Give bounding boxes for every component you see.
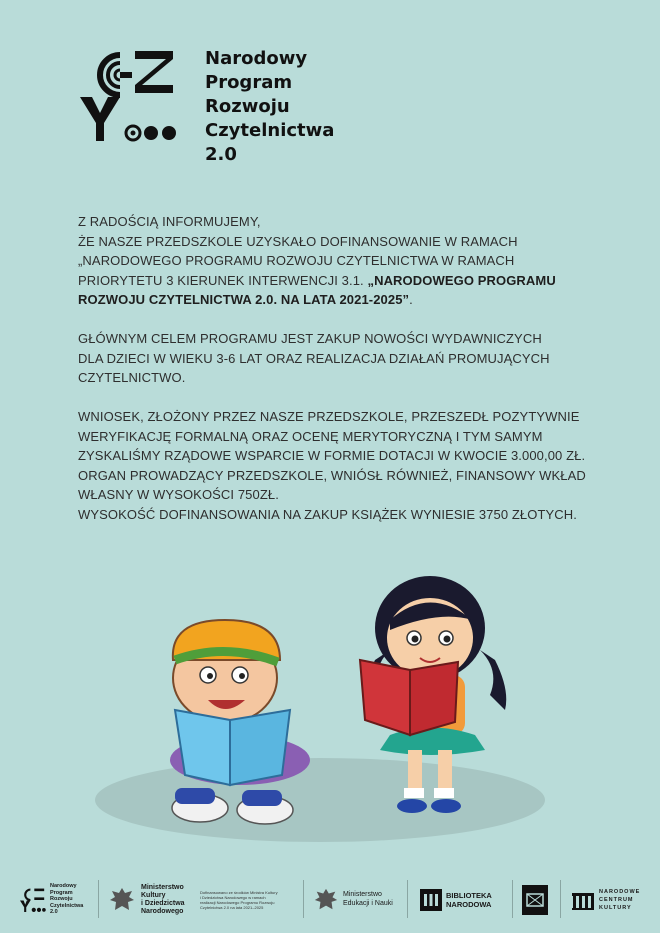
program-logo (80, 45, 380, 175)
footer-divider (98, 880, 99, 918)
footer-text-line: Czytelnictwa (50, 902, 84, 909)
footer-text-line: Dofinansowano ze środków Ministra Kultury (200, 889, 278, 895)
footer-logos (0, 872, 660, 927)
text-line: WNIOSEK, ZŁOŻONY PRZEZ NASZE PRZEDSZKOLE, PRZESZEDŁ POZYTYWNIE (78, 409, 580, 424)
nck-columns-icon (572, 890, 594, 910)
text-bold: ROZWOJU CZYTELNICTWA 2.0. NA LATA 2021-2025” (78, 292, 410, 307)
footer-nprc-logo (20, 872, 95, 927)
text-line: WERYFIKACJĘ FORMALNĄ ORAZ OCENĘ MERYTORYCZNĄ I TYM SAMYM (78, 428, 543, 444)
text-line: CZYTELNICTWO. (78, 370, 186, 385)
footer-text-line: Ministerstwo (343, 891, 382, 898)
footer-text-line: CENTRUM (599, 896, 634, 903)
footer-text-line: Kultury (141, 891, 166, 899)
paragraph-goal (78, 329, 578, 388)
footer-nprc-text (50, 883, 83, 916)
book-institute-icon (522, 885, 548, 915)
footer-divider (560, 880, 561, 918)
footer-divider (407, 880, 408, 918)
footer-text-line: NARODOWE (599, 888, 641, 895)
text-line: WYSOKOŚĆ DOFINANSOWANIA NA ZAKUP KSIĄŻEK WYNIESIE 3750 ZŁOTYCH. (78, 506, 577, 522)
logo-line: 2.0 (205, 144, 237, 165)
text-line: WŁASNY W WYSOKOŚCI 750ZŁ. (78, 487, 279, 502)
polish-eagle-icon (313, 886, 339, 914)
footer-text-line: Edukacji i Nauki (343, 899, 393, 907)
footer-library-text (446, 891, 492, 909)
text-line: „NARODOWEGO PROGRAMU ROZWOJU CZYTELNICTWA W RAMACH (78, 253, 515, 268)
footer-ministry-education (313, 872, 403, 927)
footer-text-line: Czytelnictwa 2.0 na lata 2021–2025 (200, 904, 264, 910)
footer-text-line: NARODOWA (446, 899, 492, 909)
footer-text-line: realizacji Narodowego Programu Rozwoju (200, 899, 275, 905)
text-line: ORGAN PROWADZĄCY PRZEDSZKOLE, WNIÓSŁ RÓWNIEŻ, FINANSOWY WKŁAD (78, 467, 586, 483)
footer-text-line: Program (50, 889, 73, 896)
text-line: ZYSKALIŚMY RZĄDOWE WSPARCIE W FORMIE DOTACJI W KWOCIE 3.000,00 ZŁ. (78, 448, 586, 463)
footer-ministry-culture-text (141, 884, 185, 916)
text-line (78, 271, 578, 291)
footer-book-institute (522, 872, 552, 927)
footer-text-line: i Dziedzictwa (141, 899, 185, 907)
text-regular: . (409, 292, 413, 307)
footer-text-line: Narodowy (50, 883, 77, 890)
footer-ministry-education-text (343, 891, 393, 908)
text-line: Z RADOŚCIĄ INFORMUJEMY, (78, 214, 261, 229)
announcement-text (78, 212, 586, 544)
text-line: ŻE NASZE PRZEDSZKOLE UZYSKAŁO DOFINANSOWANIE W RAMACH (78, 233, 518, 249)
logo-title (205, 47, 334, 167)
footer-funding-text (200, 890, 278, 910)
footer-divider (512, 880, 513, 918)
text-regular: PRIORYTETU 3 KIERUNEK INTERWENCJI 3.1. (78, 272, 368, 288)
footer-funding-note (200, 872, 300, 927)
footer-text-line: i Dziedzictwa Narodowego w ramach (200, 894, 266, 900)
footer-text-line: KULTURY (599, 904, 632, 911)
footer-ministry-culture (108, 872, 196, 927)
logo-line: Czytelnictwa (205, 120, 335, 141)
footer-text-line: Rozwoju (50, 896, 73, 903)
nprc-small-icon (20, 887, 46, 913)
nprc-logo-mark-icon (80, 45, 180, 145)
footer-text-line: Ministerstwo (141, 883, 184, 891)
paragraph-intro (78, 212, 578, 310)
text-bold: „NARODOWEGO PROGRAMU (367, 272, 556, 288)
polish-eagle-icon (108, 885, 136, 915)
footer-divider (303, 880, 304, 918)
logo-line: Narodowy (205, 48, 308, 69)
ground-shadow (95, 758, 545, 842)
text-line (78, 290, 578, 310)
logo-line: Rozwoju (205, 96, 290, 117)
footer-nck (572, 872, 652, 927)
library-icon (420, 889, 442, 911)
text-line: GŁÓWNYM CELEM PROGRAMU JEST ZAKUP NOWOŚCI WYDAWNICZYCH (78, 331, 542, 346)
children-reading-illustration (90, 550, 560, 850)
logo-line: Program (205, 72, 293, 93)
footer-text-line: BIBLIOTEKA (446, 890, 492, 900)
footer-nck-text (599, 888, 640, 912)
footer-text-line: Narodowego (141, 907, 184, 915)
footer-text-line: 2.0 (50, 909, 58, 916)
paragraph-funding (78, 407, 586, 524)
footer-national-library (420, 872, 510, 927)
text-line: DLA DZIECI W WIEKU 3-6 LAT ORAZ REALIZACJA DZIAŁAŃ PROMUJĄCYCH (78, 350, 550, 366)
